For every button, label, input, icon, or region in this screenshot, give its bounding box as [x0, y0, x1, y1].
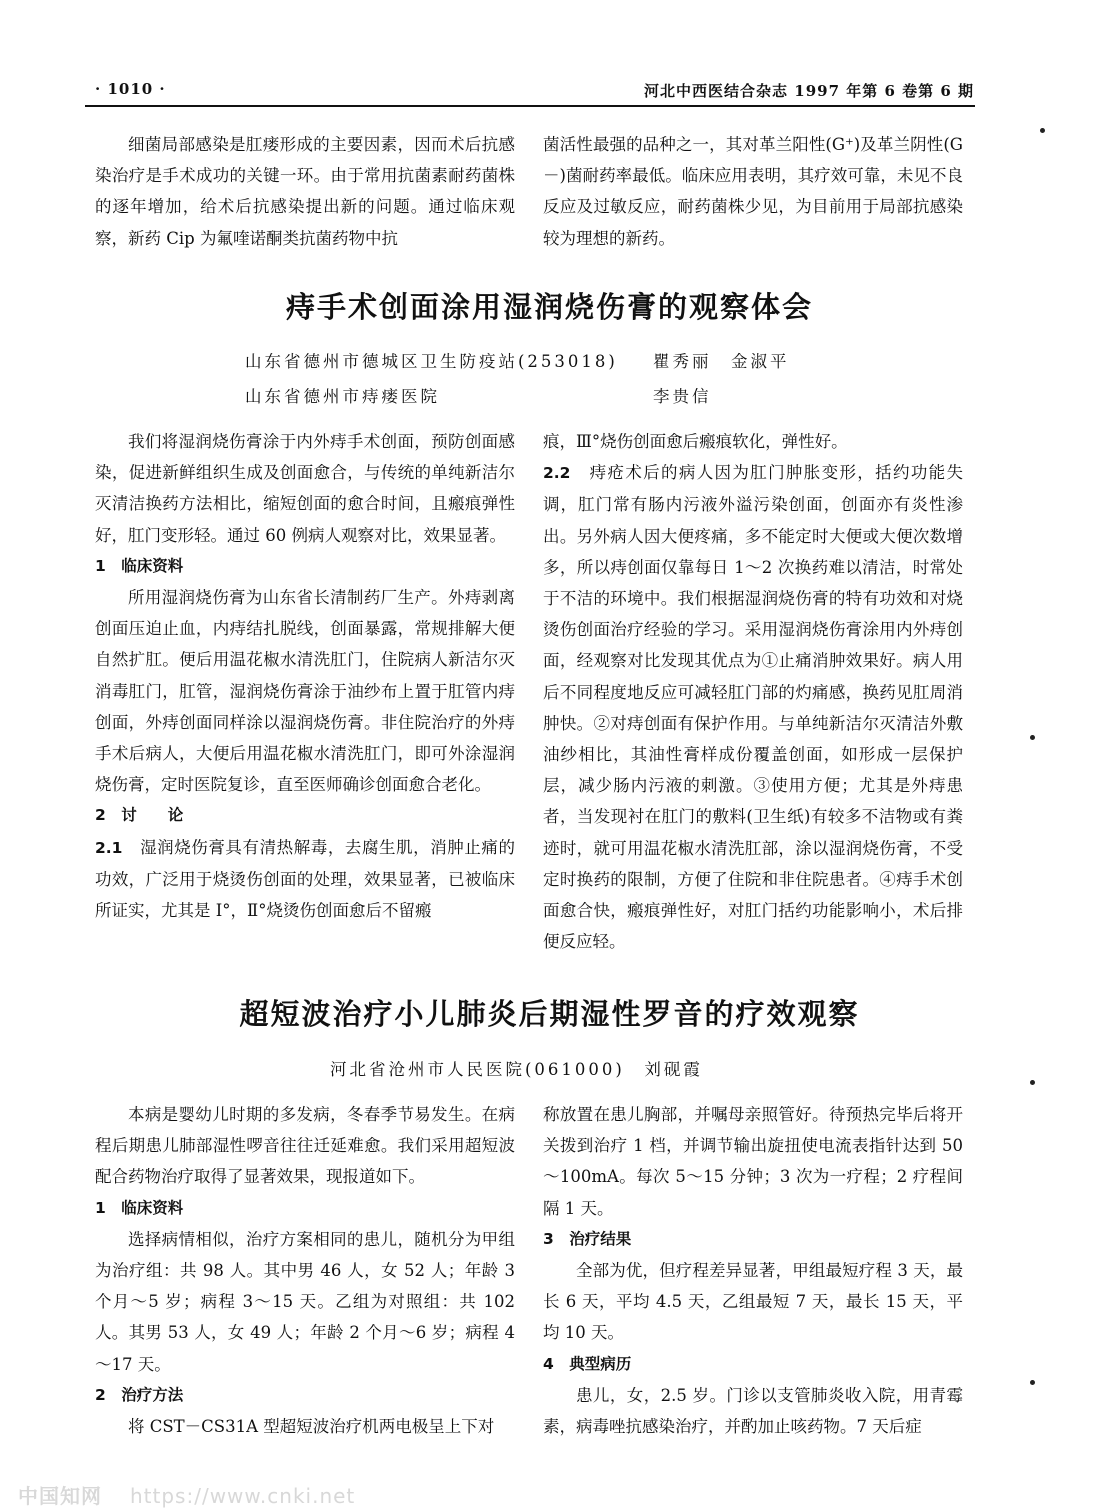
article2-title: 超短波治疗小儿肺炎后期湿性罗音的疗效观察 [239, 997, 860, 1031]
scan-speck [1030, 1380, 1035, 1385]
article2-paragraph: 全部为优，但疗程差异显著，甲组最短疗程 3 天，最长 6 天，平均 4.5 天，乙组最短 7 天，最长 15 天，平均 10 天。 [543, 1261, 963, 1343]
article1-left-column [95, 426, 515, 926]
subsection-number: 2.1 [95, 838, 123, 857]
article2-paragraph: 患儿，女，2.5 岁。门诊以支管肺炎收入院，用青霉素，病毒唑抗感染治疗，并酌加止咳药物。7 天后症 [543, 1385, 963, 1437]
article1-affiliation-2: 山东省德州市痔瘘医院 [245, 387, 440, 406]
article2-paragraph: 本病是婴幼儿时期的多发病，冬春季节易发生。在病程后期患儿肺部湿性啰音往往迁延难愈。我们采用超短波配合药物治疗取得了显著效果，现报道如下。 [95, 1105, 515, 1187]
intro-left-column [95, 129, 515, 254]
article1-authors-1: 瞿秀丽 金淑平 [653, 352, 790, 371]
cnki-watermark [18, 1480, 355, 1509]
scan-speck [1030, 735, 1035, 740]
article1-paragraph: 痕，Ⅲ°烧伤创面愈后瘢痕软化，弹性好。 [543, 432, 848, 451]
article1-authors-2: 李贵信 [653, 387, 712, 406]
page-number: · 1010 · [95, 80, 166, 98]
intro-left-text: 细菌局部感染是肛瘘形成的主要因素，因而术后抗感染治疗是手术成功的关键一环。由于常用抗菌素耐药菌株的逐年增加，给术后抗感染提出新的问题。通过临床观察，新药 Cip 为氟喹诺酮类抗菌药物中抗 [95, 135, 515, 248]
article1-paragraph-text: 湿润烧伤膏具有清热解毒，去腐生肌，消肿止痛的功效，广泛用于烧烫伤创面的处理，效果显著，已被临床所证实，尤其是 Ⅰ°，Ⅱ°烧烫伤创面愈后不留瘢 [95, 837, 515, 921]
article1-right-column [543, 426, 963, 957]
article2-right-column [543, 1099, 963, 1442]
cnki-url: https://www.cnki.net [130, 1484, 356, 1508]
article1-paragraph: 所用湿润烧伤膏为山东省长清制药厂生产。外痔剥离创面压迫止血，内痔结扎脱线，创面暴露，常规排解大便自然扩肛。便后用温花椒水清洗肛门，住院病人新洁尔灭消毒肛门，肛管，湿润烧伤膏涂于油纱布上置于肛管内痔创面，外痔创面同样涂以湿润烧伤膏。非住院治疗的外痔手术后病人，大便后用温花椒水清洗肛门，即可外涂湿润烧伤膏，定时医院复诊，直至医师确诊创面愈合老化。 [95, 588, 515, 795]
article1-paragraph: 我们将湿润烧伤膏涂于内外痔手术创面，预防创面感染，促进新鲜组织生成及创面愈合，与传统的单纯新洁尔灭清洁换药方法相比，缩短创面的愈合时间，且瘢痕弹性好，肛门变形轻。通过 60 例病人观察对比，效果显著。 [95, 432, 515, 545]
intro-right-column [543, 129, 963, 254]
cnki-brand: 中国知网 [18, 1484, 102, 1508]
article2-section-heading: 4 典型病历 [543, 1354, 632, 1373]
article1-section-heading: 1 临床资料 [95, 556, 184, 575]
article2-affiliation: 河北省沧州市人民医院(061000) 刘砚霞 [330, 1060, 703, 1079]
article2-left-column [95, 1099, 515, 1442]
article2-section-heading: 1 临床资料 [95, 1198, 184, 1217]
article1-section-heading: 2 讨 论 [95, 806, 184, 825]
article1-paragraph-text: 痔疮术后的病人因为肛门肿胀变形，括约功能失调，肛门常有肠内污液外溢污染创面，创面亦有炎性渗出。另外病人因大便疼痛，多不能定时大便或大便次数增多，所以痔创面仅靠每日 1～2 次换药难以清洁，时常处于不洁的环境中。我们根据湿润烧伤膏的特有功效和对烧烫伤创面治疗经验的学习。采用湿润烧伤膏涂用内外痔创面，经观察对比发现其优点为①止痛消肿效果好。病人用后不同程度地反应可减轻肛门部的灼痛感，换药见肛周消肿快。②对痔创面有保护作用。与单纯新洁尔灭清洁外敷油纱相比，其油性膏样成份覆盖创面，如形成一层保护层，减少肠内污液的刺激。③使用方便；尤其是外痔患者，当发现衬在肛门的敷料(卫生纸)有较多不洁物或有粪迹时，就可用温花椒水清洗肛部，涂以湿润烧伤膏，不受定时换药的限制，方便了住院和非住院患者。④痔手术创面愈合快，瘢痕弹性好，对肛门括约功能影响小，术后排便反应轻。 [543, 463, 963, 952]
scan-speck [1040, 128, 1045, 133]
article2-paragraph: 选择病情相似，治疗方案相同的患儿，随机分为甲组为治疗组：共 98 人。其中男 46 人，女 52 人；年龄 3 个月～5 岁；病程 3～15 天。乙组为对照组：共 102 人。其男 53 人，女 49 人；年龄 2 个月～6 岁；病程 4～17 天。 [95, 1229, 515, 1374]
article1-paragraph [95, 832, 515, 927]
article2-paragraph: 将 CST－CS31A 型超短波治疗机两电极呈上下对 [128, 1417, 495, 1437]
article2-paragraph: 称放置在患儿胸部，并嘱母亲照管好。待预热完毕后将开关拨到治疗 1 档，并调节输出旋扭使电流表指针达到 50～100mA。每次 5～15 分钟；3 次为一疗程；2 疗程间隔 1 天。 [543, 1105, 963, 1218]
intro-right-text: 菌活性最强的品种之一，其对革兰阳性(G⁺)及革兰阴性(G－)菌耐药率最低。临床应用表明，其疗效可靠，未见不良反应及过敏反应，耐药菌株少见，为目前用于局部抗感染较为理想的新药。 [543, 135, 963, 248]
article2-section-heading: 3 治疗结果 [543, 1229, 632, 1248]
article1-affiliation-1: 山东省德州市德城区卫生防疫站(253018) [245, 352, 618, 371]
article1-title: 痔手术创面涂用湿润烧伤膏的观察体会 [285, 290, 813, 324]
journal-title: 河北中西医结合杂志 1997 年第 6 卷第 6 期 [644, 82, 974, 100]
article1-paragraph [543, 457, 963, 957]
subsection-number: 2.2 [543, 464, 571, 483]
article2-section-heading: 2 治疗方法 [95, 1385, 184, 1404]
scan-speck [1030, 1080, 1035, 1085]
header-rule [85, 105, 975, 107]
